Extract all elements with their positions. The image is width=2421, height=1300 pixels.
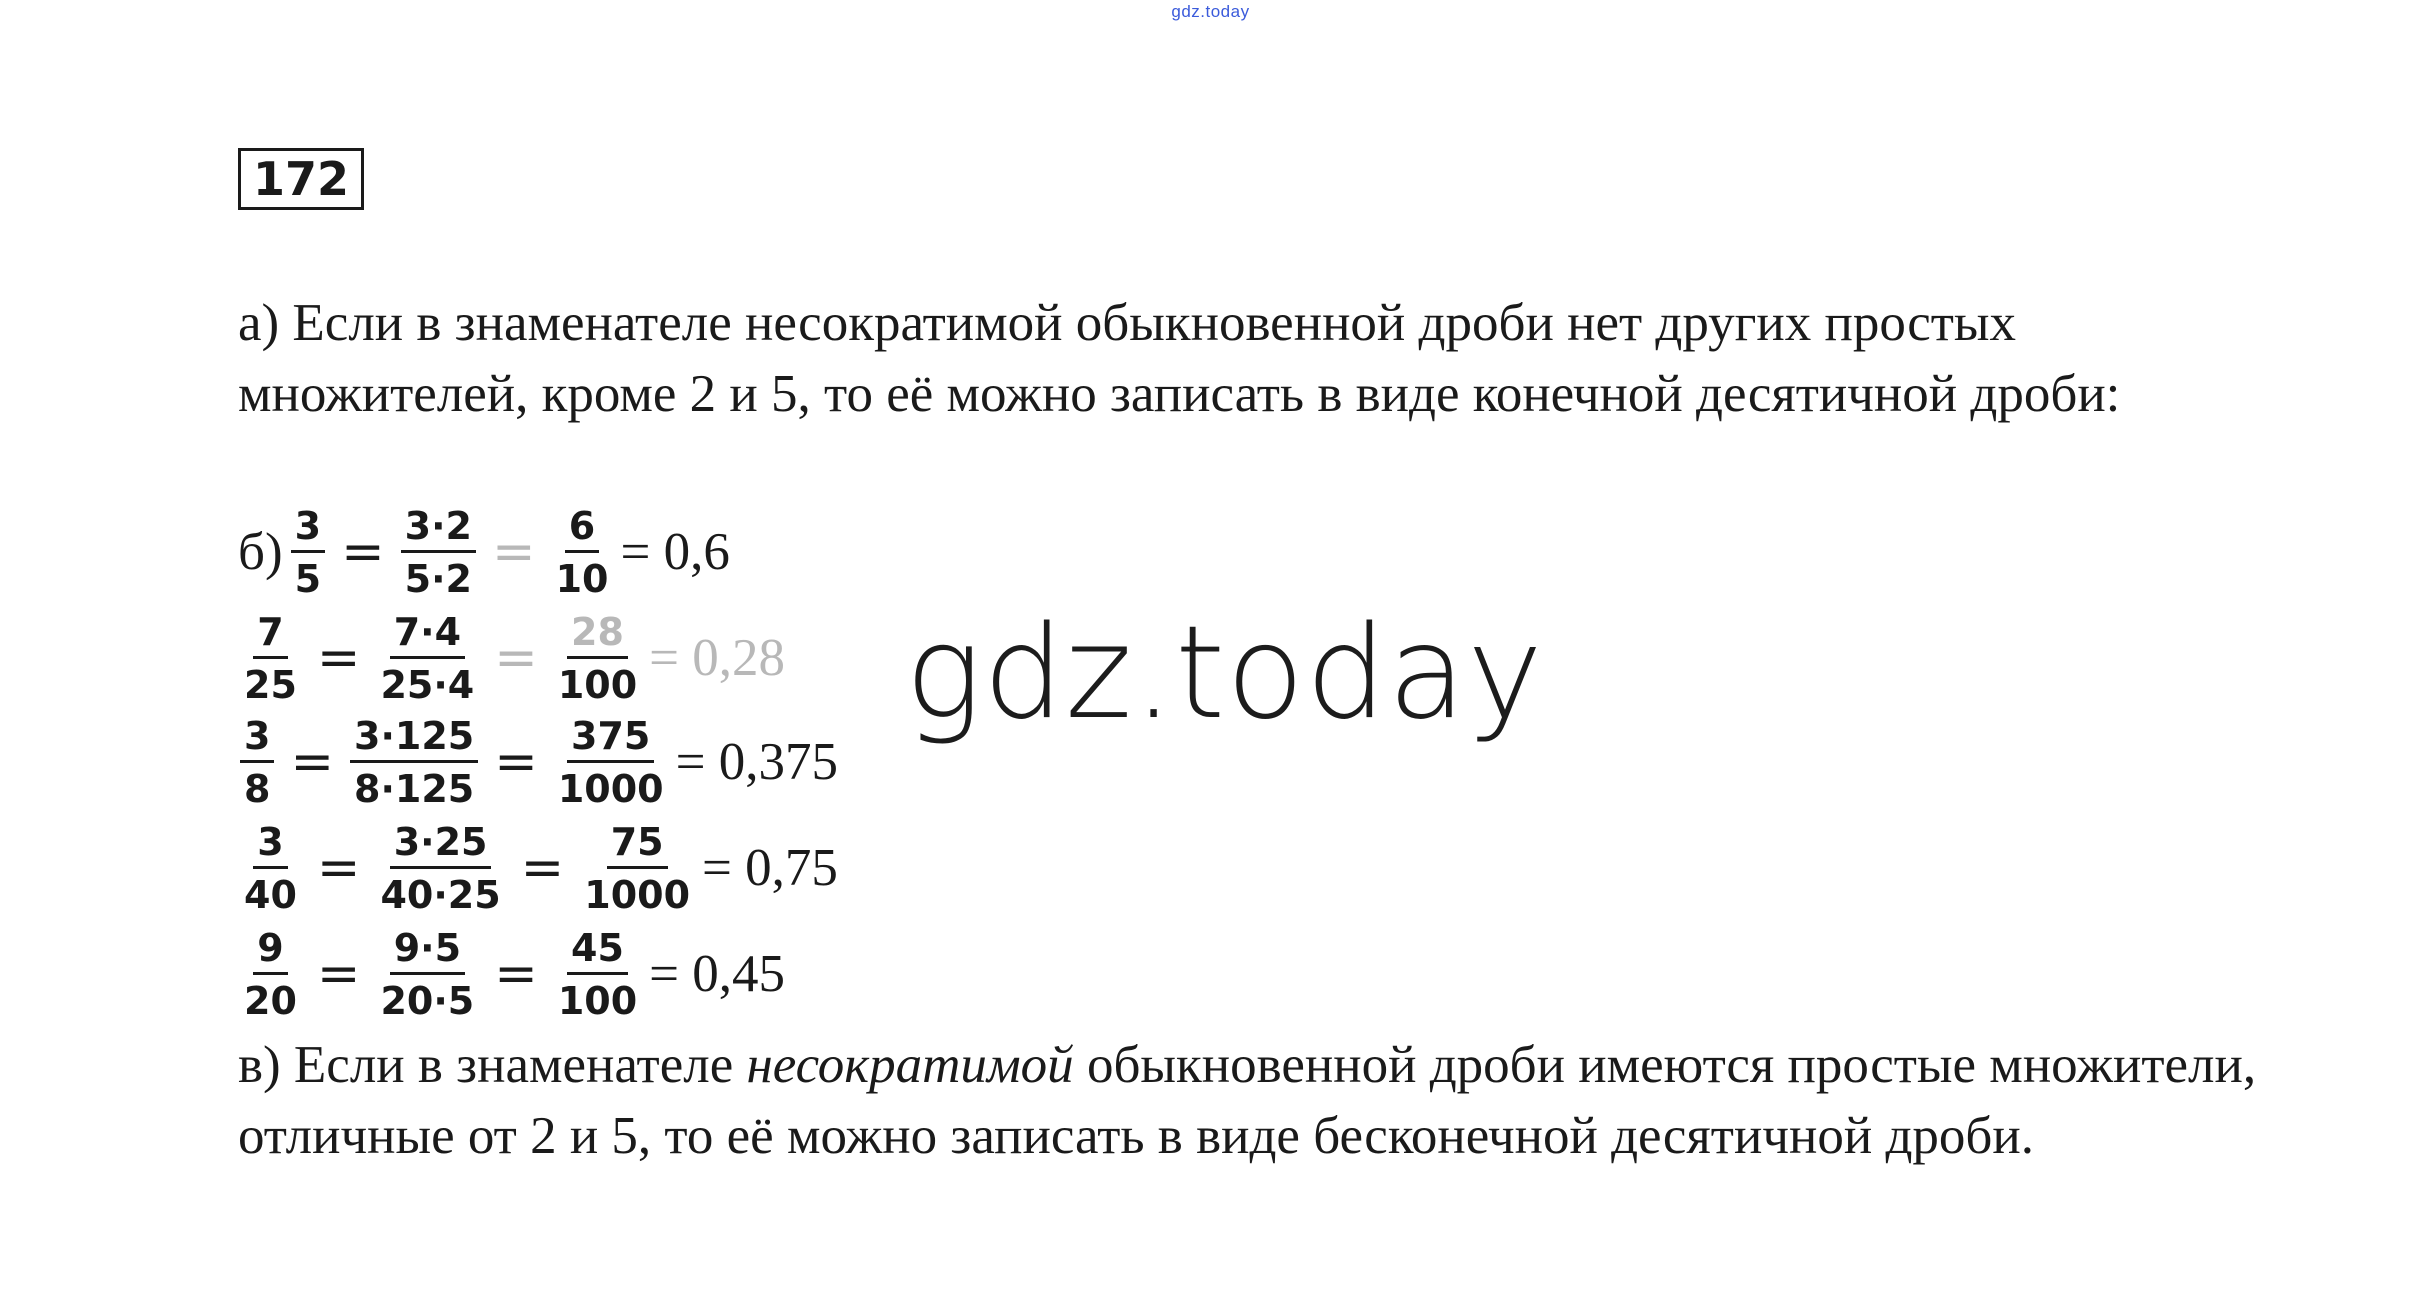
numerator: 75 [607, 820, 668, 869]
denominator: 8·125 [354, 766, 475, 811]
label-b: б) [238, 523, 283, 581]
denominator: 8 [244, 766, 271, 811]
denominator: 1000 [557, 766, 664, 811]
fraction-expanded [374, 820, 506, 917]
denominator: 1000 [584, 872, 691, 917]
numerator: 3 [291, 504, 325, 553]
denominator: 25 [244, 662, 297, 707]
equation-row-1 [238, 502, 730, 602]
center-watermark: gdz.today [905, 599, 1544, 748]
fraction-original [238, 714, 276, 811]
fraction-decimal-base [552, 714, 670, 811]
fraction-decimal-base [552, 926, 643, 1023]
fraction-expanded [374, 610, 480, 707]
equals-sign: = [290, 732, 335, 792]
numerator: 375 [567, 714, 654, 763]
fraction-original [238, 820, 303, 917]
equals-sign: = [316, 838, 361, 898]
denominator: 5 [294, 556, 322, 601]
equals-sign: = [316, 628, 361, 688]
fraction-expanded [374, 926, 480, 1023]
paragraph-c-end: обыкновенной дроби имеются простые множители, отличные от 2 и 5, то её можно записать в виде бесконечной десятичной дроби. [238, 1036, 2257, 1165]
fraction-decimal-base [550, 504, 615, 601]
equals-sign: = [316, 944, 361, 1004]
numerator: 7·4 [390, 610, 465, 659]
equation-row-4 [238, 818, 838, 918]
fraction-expanded [399, 504, 478, 601]
fraction-decimal-base [578, 820, 696, 917]
paragraph-c [238, 1030, 2258, 1172]
numerator: 9 [253, 926, 287, 975]
numerator: 3·125 [350, 714, 478, 763]
numerator: 9·5 [390, 926, 465, 975]
denominator: 25·4 [380, 662, 475, 707]
equation-row-3 [238, 712, 838, 812]
fraction-original [238, 926, 303, 1023]
fraction-expanded [348, 714, 480, 811]
denominator: 20·5 [380, 978, 475, 1023]
equation-row-2 [238, 608, 785, 708]
numerator: 6 [565, 504, 599, 553]
denominator: 100 [557, 662, 638, 707]
fraction-original [289, 504, 327, 601]
decimal-result: = 0,6 [620, 523, 730, 581]
paragraph-a: а) Если в знаменателе несократимой обыкновенной дроби нет других простых множителей, кроме 2 и 5, то её можно записать в виде конечной десятичной дроби: [238, 294, 2121, 423]
fraction-original [238, 610, 303, 707]
numerator: 3 [240, 714, 274, 763]
problem-number: 172 [238, 148, 364, 210]
equals-sign: = [494, 944, 538, 1004]
denominator: 10 [555, 556, 609, 601]
equals-sign: = [494, 732, 538, 792]
numerator: 28 [567, 610, 628, 659]
denominator: 40·25 [380, 872, 501, 917]
paragraph-c-start: в) Если в знаменателе [238, 1036, 747, 1094]
equals-sign: = [520, 838, 565, 898]
decimal-result: = 0,45 [649, 945, 786, 1003]
top-watermark: gdz.today [1171, 2, 1250, 21]
denominator: 40 [244, 872, 297, 917]
denominator: 5·2 [404, 556, 472, 601]
equals-sign: = [491, 522, 536, 582]
equals-sign: = [341, 522, 385, 582]
decimal-result: = 0,28 [649, 629, 786, 687]
equation-row-5 [238, 924, 785, 1024]
fraction-decimal-base [552, 610, 643, 707]
denominator: 100 [557, 978, 638, 1023]
numerator: 3 [253, 820, 287, 869]
equals-sign: = [494, 628, 538, 688]
decimal-result: = 0,375 [675, 733, 838, 791]
numerator: 3·2 [401, 504, 476, 553]
numerator: 7 [253, 610, 287, 659]
paragraph-c-italic: несократимой [746, 1036, 1074, 1094]
numerator: 3·25 [390, 820, 492, 869]
denominator: 20 [244, 978, 297, 1023]
numerator: 45 [567, 926, 628, 975]
decimal-result: = 0,75 [702, 839, 838, 897]
